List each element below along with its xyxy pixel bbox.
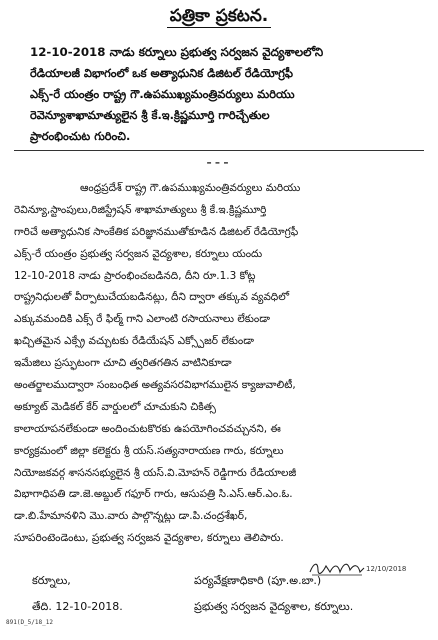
body-line: రెవిన్యూ,స్టాంపులు,రిజిస్ట్రేషన్ శాఖామాత్యులు శ్రీ కే.ఇ.క్రిష్ణమూర్తి [14, 203, 267, 216]
summary-line: ప్రారంభించుట గురించి. [30, 129, 131, 143]
press-release-title-text: పత్రికా ప్రకటన. [167, 6, 272, 28]
body-line: అక్యూట్ మెడికల్ కేర్ వార్డులలో చూచుకుని చికిత్స [14, 400, 216, 413]
body-line: ఆంధ్రప్రదేశ్ రాష్ట్ర గౌ.ఉపముఖ్యమంత్రివర్యులు మరియు [80, 182, 301, 194]
body-line: ఇమేజిలు ప్రస్ఫుటంగా చూచి త్వరితగతిన వాటినికూడా [14, 357, 232, 370]
signatory-designation: పర్యవేక్షణాధికారి (పూ.అ.బా.) [194, 574, 322, 587]
summary-line: రేడియాలజీ విభాగంలో ఒక అత్యాధునిక డిజిటల్ రేడియోగ్రఫీ [30, 66, 293, 80]
body-line: డా.బి.హేమానళిని మొ.వారు పాల్గొన్నట్లు డా.పి.చంద్రశేఖర్, [14, 510, 248, 523]
separator-dashes: --- [206, 153, 232, 171]
body-line: కాలాయాపనలేకుండా అందించుటకొరకు ఉపయోగించవచ్చునని, ఈ [14, 422, 281, 435]
body-line: గారిచే అత్యాధునిక సాంకేతిక పరిజ్ఞానముతోకూడిన డిజిటల్ రేడియోగ్రఫీ [14, 225, 299, 238]
footer-signatory [194, 568, 353, 620]
footer-date: తేది. 12-10-2018. [32, 600, 123, 613]
body-line: ఎక్స్-రే యంత్రం ప్రభుత్వ సర్వజన వైద్యశాల, కర్నూలు యందు [14, 247, 263, 260]
body-line: విభాగాధిపతి డా.జె.అబ్దుల్ గఫూర్ గారు, ఆసుపత్రి సి.ఎస్.ఆర్.ఎం.ఓ. [14, 488, 293, 501]
summary-line: 12-10-2018 నాడు కర్నూలు ప్రభుత్వ సర్వజన వైద్యశాలలోని [30, 45, 324, 59]
press-release-title [0, 6, 438, 30]
body-line: కార్యక్రమంలో జిల్లా కలెక్టరు శ్రీ యస్.సత్యనారాయణ గారు, కర్నూలు [14, 444, 284, 457]
subject-summary [30, 42, 410, 147]
body-line: రాష్ట్రనిధులతో వీర్పాటుచేయబడినట్లు, దీని ద్వారా తక్కువ వ్యవధిలో [14, 291, 289, 304]
press-release-body [14, 178, 424, 550]
footer-place-date [32, 568, 123, 620]
summary-line: రెవెన్యూశాఖామాత్యులైన శ్రీ కే.ఇ.క్రిష్ణమూర్తి గారిచ్చేతుల [30, 108, 270, 122]
signatory-office: ప్రభుత్వ సర్వజన వైద్యశాల, కర్నూలు. [194, 600, 354, 613]
document-code: 891(D_5/18_12 [6, 619, 53, 626]
body-line: నియోజకవర్గ శాసనసభ్యులైన శ్రీ యస్.వి.మోహన్ రెడ్డిగారు రేడియాలజీ [14, 466, 297, 479]
footer-place: కర్నూలు, [32, 574, 71, 587]
body-line: ఖచ్చితమైన ఎక్స్రే వచ్చుటకు రేడియేషన్ ఎక్స్పోజర్ లేకుండా [14, 335, 254, 348]
body-line: సూపరింటెండెంటు, ప్రభుత్వ సర్వజన వైద్యశాల, కర్నూలు తెలిపారు. [14, 532, 284, 545]
body-line: అంతర్జాలముద్వారా సంబంధిత అత్యవసరవిభాగములైన క్యాజువాలిటీ, [14, 379, 296, 392]
signature-date: 12/10/2018 [366, 565, 407, 573]
summary-line: ఎక్స్-రే యంత్రం రాష్ట్ర గౌ.ఉపముఖ్యమంత్రివర్యులు మరియు [30, 87, 295, 101]
divider [14, 150, 424, 151]
body-line: ఎక్కువమందికి ఎక్స్ రే ఫిల్మ్ గాని ఎలాంటి రసాయనాలు లేకుండా [14, 313, 270, 326]
body-line: 12-10-2018 నాడు ప్రారంభించబడినది, దీని రూ.1.3 కోట్ల [14, 269, 256, 282]
